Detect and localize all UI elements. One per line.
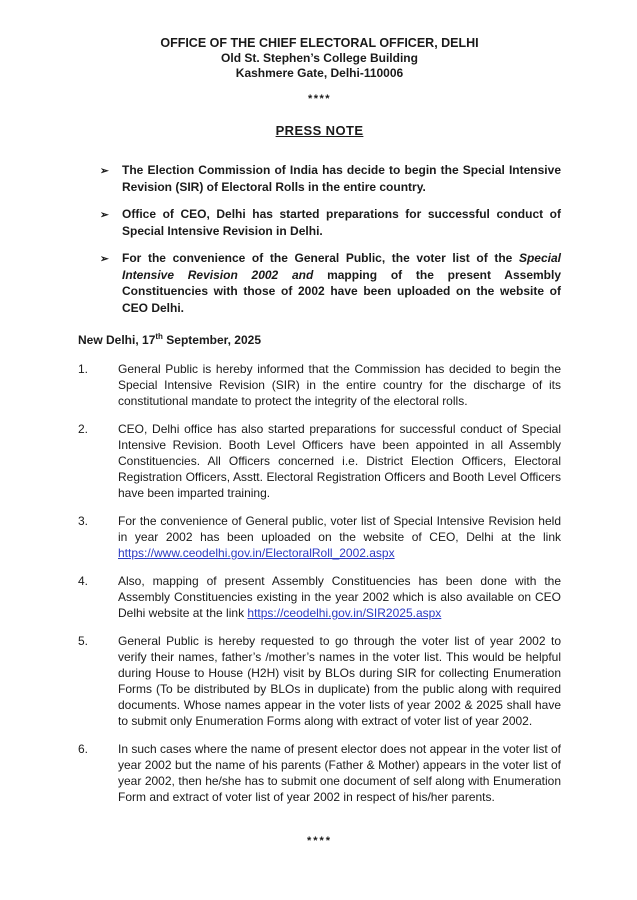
office-title: OFFICE OF THE CHIEF ELECTORAL OFFICER, DELHI bbox=[160, 36, 479, 50]
arrow-bullet-icon: ➢ bbox=[100, 253, 109, 265]
list-item bbox=[78, 421, 561, 501]
arrow-bullet-icon: ➢ bbox=[100, 209, 109, 221]
dateline-pre: New Delhi, 17 bbox=[78, 333, 156, 347]
address-line-2: Kashmere Gate, Delhi-110006 bbox=[235, 66, 404, 80]
electoral-roll-2002-link[interactable]: https://www.ceodelhi.gov.in/ElectoralRoll_2002.aspx bbox=[118, 546, 395, 560]
list-item bbox=[100, 250, 561, 316]
highlight-text-italic: Special Intensive Revision 2002 and bbox=[122, 251, 561, 282]
list-item bbox=[78, 741, 561, 805]
item-number: 4. bbox=[78, 574, 89, 588]
item-text-pre: Also, mapping of present Assembly Constituencies has been done with the Assembly Constituencies existing in the year 2002 which is also available on CEO Delhi website at the link bbox=[118, 574, 561, 620]
document-header bbox=[78, 36, 561, 140]
list-item bbox=[78, 361, 561, 409]
list-item bbox=[100, 162, 561, 195]
dateline bbox=[78, 333, 561, 347]
item-text bbox=[118, 573, 561, 621]
item-text: CEO, Delhi office has also started preparations for successful conduct of Special Intensive Revision. Booth Level Officers have been appointed in all Assembly Constituencies. All Officers concerned i.e. District Election Officers, Electoral Registration Officers, Asstt. Electoral Registration Officers and Booth Level Officers have been imparted training. bbox=[118, 422, 561, 500]
highlight-text bbox=[122, 250, 561, 316]
highlight-text: Office of CEO, Delhi has started preparations for successful conduct of Special Intensive Revision in Delhi. bbox=[122, 207, 561, 238]
item-number: 3. bbox=[78, 514, 89, 528]
header-separator-stars: **** bbox=[307, 93, 332, 105]
sir-2025-link[interactable]: https://ceodelhi.gov.in/SIR2025.aspx bbox=[247, 606, 442, 620]
item-number: 2. bbox=[78, 422, 89, 436]
dateline-ordinal-suffix: th bbox=[155, 332, 163, 341]
list-item bbox=[78, 513, 561, 561]
item-text: In such cases where the name of present elector does not appear in the voter list of year 2002 but the name of his parents (Father & Mother) appears in the voter list of year 2002, then he/she has to submit one document of self along with Enumeration Form and extract of voter list of year 2002 in respect of his/her parents. bbox=[118, 742, 561, 804]
highlight-text-pre: For the convenience of the General Public, the voter list of the bbox=[122, 251, 519, 265]
item-number: 1. bbox=[78, 362, 89, 376]
list-item bbox=[78, 573, 561, 621]
item-text-pre: For the convenience of General public, voter list of Special Intensive Revision held in year 2002 has been uploaded on the website of CEO, Delhi at the link bbox=[118, 514, 561, 544]
dateline-post: September, 2025 bbox=[162, 333, 261, 347]
highlight-text-post: mapping of the present Assembly Constituencies with those of 2002 have been uploaded on the website of CEO Delhi. bbox=[122, 267, 561, 315]
list-item bbox=[100, 206, 561, 239]
footer-separator-stars: **** bbox=[306, 835, 333, 847]
item-number: 6. bbox=[78, 742, 89, 756]
item-number: 5. bbox=[78, 634, 89, 648]
highlight-bullet-list bbox=[78, 162, 561, 316]
list-item bbox=[78, 633, 561, 729]
item-text: General Public is hereby informed that the Commission has decided to begin the Special Intensive Revision (SIR) in the entire country for the discharge of its constitutional mandate to protect the integrity of the electoral rolls. bbox=[118, 362, 561, 408]
item-text: General Public is hereby requested to go through the voter list of year 2002 to verify their names, father’s /mother’s names in the voter list. This would be helpful during House to House (H2H) visit by BLOs during SIR for collecting Enumeration Forms (To be distributed by BLOs in duplicate) from the public along with required documents. Whose names appear in the voter lists of year 2002 & 2025 shall have to submit only Enumeration Forms along with extract of voter list of year 2002. bbox=[118, 634, 561, 728]
item-text bbox=[118, 513, 561, 561]
arrow-bullet-icon: ➢ bbox=[100, 165, 109, 177]
numbered-paragraph-list bbox=[78, 361, 561, 805]
page-title: PRESS NOTE bbox=[275, 123, 364, 138]
address-line-1: Old St. Stephen’s College Building bbox=[221, 51, 418, 65]
highlight-text: The Election Commission of India has decide to begin the Special Intensive Revision (SIR) of Electoral Rolls in the entire country. bbox=[122, 163, 561, 194]
